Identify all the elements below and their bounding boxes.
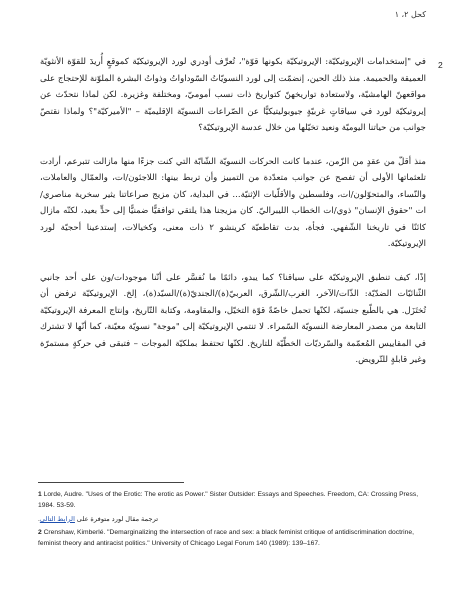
body-paragraph-2: منذ أقلّ من عقدٍ من الزّمن، عندما كانت الحركات النسويّة الشّابّة التي كنت جزءًا منها مازالت تتبرعم، أرادت تلعثماتها الأولى أن تفصح عن جوانب متعدّدة من التمييز وأن تربط بينها: اللاجئون/ات، والعمّال والعاملات، والنّساء، والمتحوّلون/ات، وفلسطين والأقلّيات الإثنيّة... في البداية، كان مزيج صراعاتنا يثير سخرية مناصري/ات "حقوق الإنسان" ذوي/ات الخطاب الليبراليّ. كان مزيجنا هذا يلتقي توافقيًّا ضمنيًّا إلى حدٍّ بعيد، لكنّه مازال كائنًا في تاريخنا الشّفهي. فجأة، بدت تقاطعيّة كرينشو ٢ ذات معنى، وكخيالات، إستدعينا أحجيّة لورد الإيروتيكيّة. bbox=[40, 156, 426, 249]
body-paragraph-3: إذًا، كيف تنطبق الإيروتيكيّة على سياقنا؟ كما يبدو، دائمًا ما نُفسَّر على أنّنا موجودات/ون على أحد جانبي الثّنائيّات الضدّيّة: الذّات/الآخر، الغرب/الشّرق، العربيّ(ة)/الجنديّ(ة)/السيّد(ة)، إلخ. الإيروتيكيّة ترفض أن تُختَزَل. هي بالطّبع جنسيّة، لكنّها تحمل خاصّةً قوّة التخيّل، والمقاومة، وكتابة التّاريخ، وإنتاج المعرفة الإيروتيكيّة التابعة من مصدر المعارضة النسويّة السّمراء. لا تنتمي الإيروتيكيّة إلى "موجة" نسويّة معيّنة، كما أنّها لا تشترك في المقاييس المُعمّمة والسّرديّات الخطّيّة للتاريخ. لكنّها تحتفظ بملكيّة الموجات – فتبقى في حركةٍ مستمرّة وغير قابلةٍ للتّرويض. bbox=[40, 272, 426, 365]
translation-link[interactable]: الرابط التالي bbox=[39, 515, 75, 523]
footnote-1-translation-suffix: . bbox=[38, 515, 40, 523]
footnote-1-text: Lorde, Audre. "Uses of the Erotic: The erotic as Power." Sister Outsider: Essays and Speeches. Freedom, CA: Crossing Press, 1984. 53-59. bbox=[38, 491, 419, 509]
body-paragraph-1: في "إستخدامات الإيروتيكيّة: الإيروتيكيّة بكونها قوّة"، تُعرِّف أودري لورد الإيروتيكيّة كموقعٍ أُريدَ للقوّة الأنثويّة العميقة والحميمة. منذ ذلك الحين، إنضمّت إلى لورد النسويّاتُ السّوداواتُ وذواتُ البشرة الملوّنة للإحتجاج على مواقعهنّ الهامشيّة، ولاستعادة تواريخهنّ كتواريخ ذات نسب أموميّ، ومختلفة وغزيرة. لكن لماذا نتحدّث عن إيروتيكيّة لورد في سياقاتٍ غربيّةٍ جيوبوليتيكيًّا عن الصّراعات النسويّة الإقليميّة – "الأميركيّة"؟ ولماذا نقتصّ جوانب من حياتنا اليوميّة ونعيد تخيّلها من خلال عدسة الإيروتيكيّة؟ bbox=[40, 57, 426, 133]
footnote-1-number: 1 bbox=[38, 491, 42, 498]
footnote-2-text: Crenshaw, Kimberlé. "Demarginalizing the intersection of race and sex: a black feminist critique of antidiscrimination doctrine, feminist theory and antiracist politics." University of Chicago Legal Forum 140 (1989): 139–167. bbox=[38, 529, 414, 548]
footnote-1-translation-prefix: ترجمة مقال لورد متوفرة على bbox=[74, 515, 159, 523]
footnotes bbox=[38, 490, 432, 553]
article-body bbox=[40, 54, 426, 386]
footnote-separator bbox=[38, 482, 184, 483]
footnote-2 bbox=[38, 528, 432, 550]
footnote-1 bbox=[38, 490, 432, 512]
running-header: كحل ٢، ١ bbox=[394, 10, 426, 19]
footnote-1-translation bbox=[38, 515, 432, 526]
footnote-2-number: 2 bbox=[38, 529, 42, 537]
page-number: 2 bbox=[438, 60, 443, 70]
